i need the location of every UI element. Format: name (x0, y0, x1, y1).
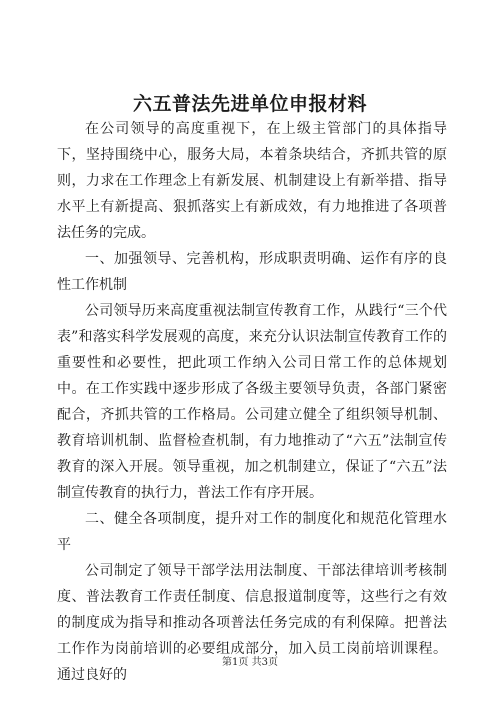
section-heading-2: 二、健全各项制度，提升对工作的制度化和规范化管理水平 (57, 511, 447, 553)
section-heading-1: 一、加强领导、完善机构，形成职责明确、运作有序的良性工作机制 (57, 251, 447, 293)
paragraph-intro: 在公司领导的高度重视下，在上级主管部门的具体指导下，坚持围绕中心，服务大局，本着条块结合，齐抓共管的原则，力求在工作理念上有新发展、机制建设上有新举措、指导水平上有新提高、狠抓落实上有新成效，有力地推进了各项普法任务的完成。 (57, 121, 447, 241)
document-body (57, 116, 447, 688)
document-title: 六五普法先进单位申报材料 (132, 93, 367, 115)
page-footer: 第1页 共3页 (222, 657, 278, 668)
paragraph-section-1: 公司领导历来高度重视法制宣传教育工作，从践行“三个代表”和落实科学发展观的高度，来充分认识法制宣传教育工作的重要性和必要性，把此项工作纳入公司日常工作的总体规划中。在工作实践中逐步形成了各级主要领导负责，各部门紧密配合，齐抓共管的工作格局。公司建立健全了组织领导机制、教育培训机制、监督检查机制，有力地推动了“六五”法制宣传教育的深入开展。领导重视，加之机制建立，保证了“六五”法制宣传教育的执行力，普法工作有序开展。 (57, 303, 447, 501)
paragraph-section-2: 公司制定了领导干部学法用法制度、干部法律培训考核制度、普法教育工作责任制度、信息报道制度等，这些行之有效的制度成为指导和推动各项普法任务完成的有利保障。把普法工作作为岗前培训的必要组成部分，加入员工岗前培训课程。通过良好的 (57, 563, 447, 683)
